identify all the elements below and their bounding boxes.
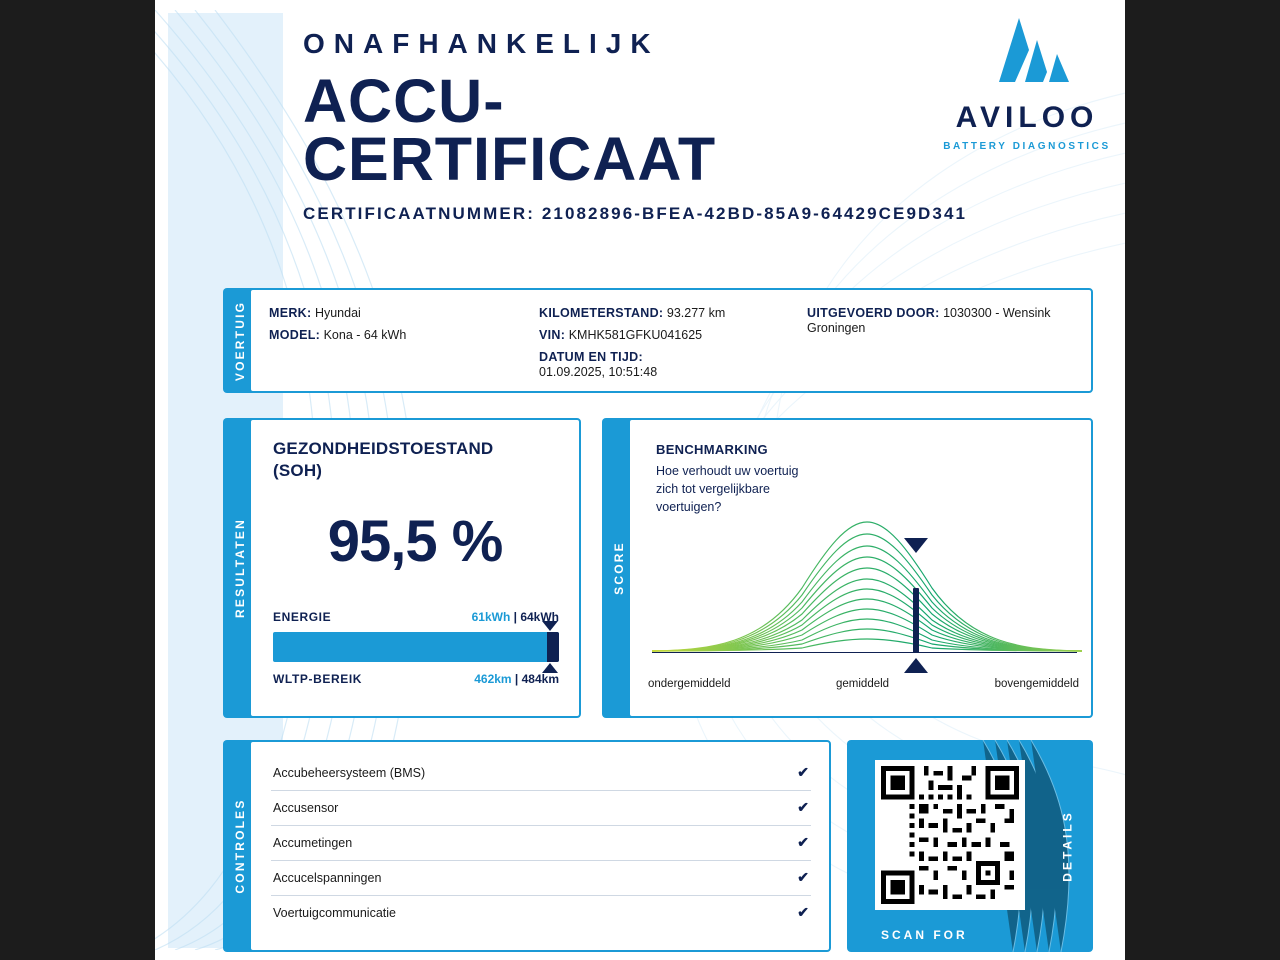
control-label: Accucelspanningen (273, 870, 382, 885)
check-icon: ✔ (797, 869, 809, 885)
benchmark-section (602, 418, 1093, 718)
benchmark-axis-label-high: bovengemiddeld (994, 678, 1079, 690)
control-label: Accumetingen (273, 835, 353, 850)
list-item (271, 861, 811, 896)
results-box-body (249, 418, 581, 718)
results-tab-label: RESULTATEN (233, 518, 247, 618)
vehicle-field-kilometerstand-label: KILOMETERSTAND: (539, 306, 664, 320)
vehicle-field-merk (269, 306, 539, 321)
controls-tab-label: CONTROLES (233, 798, 247, 894)
benchmark-box-body (628, 418, 1093, 718)
qr-section[interactable] (847, 740, 1093, 952)
energy-separator: | (510, 610, 521, 624)
vehicle-field-model-value: Kona - 64 kWh (323, 328, 407, 342)
wltp-separator: | (511, 672, 522, 686)
vehicle-field-datum-label: DATUM EN TIJD: (539, 350, 643, 364)
benchmark-marker-up-icon (904, 658, 928, 673)
benchmark-axis-label-mid: gemiddeld (836, 678, 890, 690)
wltp-current-value: 462km (474, 672, 512, 686)
soh-value: 95,5 % (327, 509, 503, 574)
vehicle-field-merk-value: Hyundai (314, 306, 361, 320)
benchmark-axis-labels (648, 678, 1079, 690)
energy-total-value: 64kWh (520, 610, 559, 624)
vehicle-box-body (249, 288, 1093, 393)
soh-title: GEZONDHEIDSTOESTAND (SOH) (273, 439, 494, 480)
controls-section (223, 740, 831, 952)
qr-details-label-wrap (1047, 740, 1087, 952)
vehicle-section (223, 288, 1093, 393)
logo-tagline: BATTERY DIAGNOSTICS (943, 141, 1111, 152)
header-kicker: ONAFHANKELIJK (303, 28, 660, 59)
list-item (271, 756, 811, 791)
wltp-total-value: 484km (521, 672, 559, 686)
certificate-page (155, 0, 1125, 960)
energy-marker-down-icon (542, 621, 558, 631)
controls-box-body (249, 740, 831, 952)
list-item (271, 826, 811, 861)
vehicle-field-vin-label: VIN: (539, 328, 566, 342)
vehicle-column-2 (539, 306, 807, 379)
vehicle-field-kilometerstand-value: 93.277 km (666, 306, 726, 320)
certificate-number: CERTIFICAATNUMMER: 21082896-BFEA-42BD-85A9-64429CE9D341 (303, 204, 968, 223)
vehicle-field-vin (539, 328, 807, 343)
qr-code-icon[interactable] (881, 766, 1019, 904)
aviloo-logo (937, 10, 1117, 152)
logo-wordmark: AVILOO (955, 101, 1099, 134)
qr-details-label: DETAILS (1060, 810, 1075, 882)
list-item (271, 791, 811, 826)
wltp-values (474, 672, 559, 686)
vehicle-field-uitgevoerd-door-value: 1030300 - Wensink Groningen (807, 306, 1051, 335)
vehicle-column-1 (269, 306, 539, 375)
vehicle-field-kilometerstand (539, 306, 807, 321)
control-label: Accusensor (273, 800, 339, 815)
scan-for-label: SCAN FOR (881, 928, 968, 942)
energy-bar (273, 632, 559, 662)
vehicle-field-uitgevoerd-door-label: UITGEVOERD DOOR: (807, 306, 940, 320)
benchmark-score-marker (913, 588, 919, 653)
check-icon: ✔ (797, 834, 809, 850)
vehicle-field-datum (539, 350, 807, 380)
control-label: Accubeheersysteem (BMS) (273, 765, 426, 780)
control-label: Voertuigcommunicatie (273, 905, 396, 920)
benchmark-marker-down-icon (904, 538, 928, 553)
vehicle-field-model (269, 328, 539, 343)
benchmark-tab-label: SCORE (612, 541, 626, 595)
qr-code[interactable] (875, 760, 1025, 910)
benchmark-title: BENCHMARKING (656, 442, 768, 457)
energy-bar-cap (547, 632, 559, 662)
vehicle-field-model-label: MODEL: (269, 328, 321, 342)
vehicle-column-3 (807, 306, 1067, 375)
energy-current-value: 61kWh (471, 610, 511, 624)
controls-list (271, 756, 811, 930)
aviloo-mark-icon (957, 10, 1097, 90)
check-icon: ✔ (797, 764, 809, 780)
results-section (223, 418, 581, 718)
check-icon: ✔ (797, 904, 809, 920)
check-icon: ✔ (797, 799, 809, 815)
vehicle-field-uitgevoerd-door (807, 306, 1067, 336)
benchmark-axis-label-low: ondergemiddeld (648, 678, 731, 690)
vehicle-tab-label: VOERTUIG (233, 300, 247, 381)
page-title-line1: ACCU- (303, 67, 505, 135)
wltp-label: WLTP-BEREIK (273, 672, 363, 686)
vehicle-field-vin-value: KMHK581GFKU041625 (568, 328, 703, 342)
vehicle-field-datum-value: 01.09.2025, 10:51:48 (539, 365, 658, 379)
benchmark-subtitle: Hoe verhoudt uw voertuig zich tot vergelijkbare voertuigen? (656, 464, 799, 514)
list-item (271, 896, 811, 930)
page-title-line2: CERTIFICAAT (303, 125, 717, 193)
benchmark-distribution-chart (652, 468, 1082, 653)
vehicle-field-merk-label: MERK: (269, 306, 312, 320)
energy-label: ENERGIE (273, 610, 332, 624)
benchmark-axis (652, 652, 1077, 653)
